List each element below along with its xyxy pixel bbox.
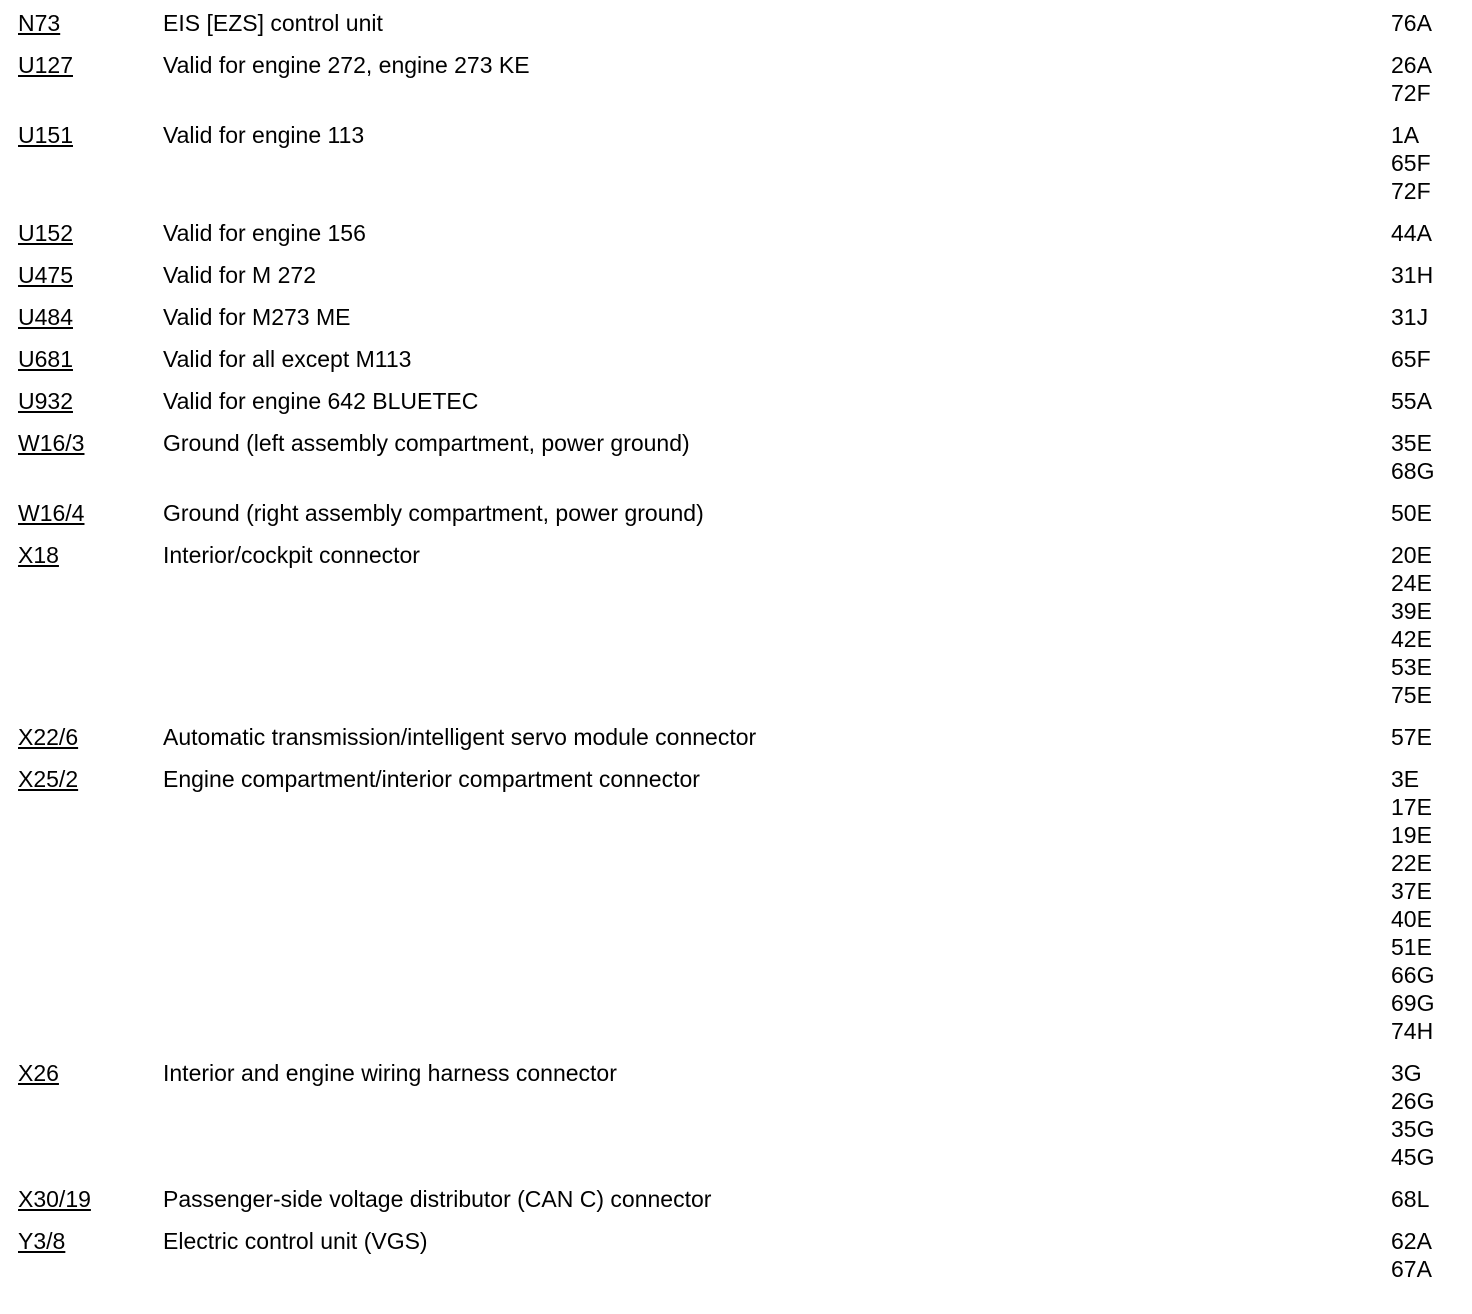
component-description: Interior/cockpit connector xyxy=(163,542,420,568)
grid-reference: 65F xyxy=(1391,150,1431,176)
grid-reference-list xyxy=(1391,429,1461,485)
component-description: Valid for engine 272, engine 273 KE xyxy=(163,52,530,78)
grid-reference: 69G xyxy=(1391,990,1435,1016)
grid-reference: 42E xyxy=(1391,626,1432,652)
grid-reference: 68L xyxy=(1391,1186,1430,1212)
component-code-link[interactable]: X30/19 xyxy=(18,1186,91,1212)
grid-reference: 31H xyxy=(1391,262,1434,288)
legend-row xyxy=(0,387,1472,415)
legend-row xyxy=(0,303,1472,331)
grid-reference-list xyxy=(1391,723,1461,751)
grid-reference: 55A xyxy=(1391,388,1432,414)
component-code-link[interactable]: X25/2 xyxy=(18,766,79,792)
grid-reference-list xyxy=(1391,219,1461,247)
component-code-link[interactable]: N73 xyxy=(18,10,61,36)
component-description: Ground (left assembly compartment, power ground) xyxy=(163,430,690,456)
legend-row xyxy=(0,9,1472,37)
grid-reference: 62A xyxy=(1391,1228,1432,1254)
grid-reference: 26G xyxy=(1391,1088,1435,1114)
component-code-link[interactable]: U484 xyxy=(18,304,73,330)
grid-reference-list xyxy=(1391,9,1461,37)
grid-reference-list xyxy=(1391,345,1461,373)
grid-reference: 50E xyxy=(1391,500,1432,526)
component-code-link[interactable]: X18 xyxy=(18,542,59,568)
component-legend-list xyxy=(0,9,1472,1297)
grid-reference: 57E xyxy=(1391,724,1432,750)
component-description: Valid for engine 156 xyxy=(163,220,366,246)
grid-reference: 72F xyxy=(1391,80,1431,106)
grid-reference: 3E xyxy=(1391,766,1420,792)
component-code-link[interactable]: U681 xyxy=(18,346,73,372)
component-description: Valid for engine 642 BLUETEC xyxy=(163,388,479,414)
component-description: Valid for all except M113 xyxy=(163,346,412,372)
grid-reference: 37E xyxy=(1391,878,1432,904)
grid-reference-list xyxy=(1391,1227,1461,1283)
legend-row xyxy=(0,345,1472,373)
component-description: Ground (right assembly compartment, power ground) xyxy=(163,500,704,526)
grid-reference: 67A xyxy=(1391,1256,1432,1282)
component-code-link[interactable]: W16/4 xyxy=(18,500,85,526)
component-code-link[interactable]: Y3/8 xyxy=(18,1228,66,1254)
legend-row xyxy=(0,219,1472,247)
component-code-link[interactable]: X26 xyxy=(18,1060,59,1086)
legend-row xyxy=(0,541,1472,709)
grid-reference: 66G xyxy=(1391,962,1435,988)
component-description: Engine compartment/interior compartment connector xyxy=(163,766,700,792)
grid-reference: 65F xyxy=(1391,346,1431,372)
grid-reference: 75E xyxy=(1391,682,1432,708)
grid-reference-list xyxy=(1391,387,1461,415)
legend-row xyxy=(0,261,1472,289)
legend-row xyxy=(0,51,1472,107)
component-code-link[interactable]: U127 xyxy=(18,52,73,78)
grid-reference: 17E xyxy=(1391,794,1432,820)
grid-reference: 40E xyxy=(1391,906,1432,932)
component-description: Valid for engine 113 xyxy=(163,122,365,148)
component-description: EIS [EZS] control unit xyxy=(163,10,383,36)
grid-reference-list xyxy=(1391,303,1461,331)
legend-row xyxy=(0,1059,1472,1171)
grid-reference-list xyxy=(1391,499,1461,527)
grid-reference-list xyxy=(1391,1185,1461,1213)
grid-reference: 39E xyxy=(1391,598,1432,624)
grid-reference: 68G xyxy=(1391,458,1435,484)
grid-reference: 31J xyxy=(1391,304,1429,330)
component-description: Electric control unit (VGS) xyxy=(163,1228,428,1254)
component-description: Automatic transmission/intelligent servo module connector xyxy=(163,724,757,750)
component-code-link[interactable]: U151 xyxy=(18,122,73,148)
grid-reference: 19E xyxy=(1391,822,1432,848)
grid-reference: 20E xyxy=(1391,542,1432,568)
legend-row xyxy=(0,429,1472,485)
legend-row xyxy=(0,723,1472,751)
grid-reference: 51E xyxy=(1391,934,1432,960)
grid-reference: 1A xyxy=(1391,122,1420,148)
grid-reference: 26A xyxy=(1391,52,1432,78)
grid-reference: 35G xyxy=(1391,1116,1435,1142)
grid-reference: 24E xyxy=(1391,570,1432,596)
component-code-link[interactable]: U152 xyxy=(18,220,73,246)
grid-reference: 3G xyxy=(1391,1060,1422,1086)
grid-reference-list xyxy=(1391,765,1461,1045)
grid-reference: 74H xyxy=(1391,1018,1434,1044)
component-description: Passenger-side voltage distributor (CAN C) connector xyxy=(163,1186,712,1212)
component-description: Valid for M 272 xyxy=(163,262,316,288)
grid-reference-list xyxy=(1391,261,1461,289)
component-description: Valid for M273 ME xyxy=(163,304,351,330)
component-code-link[interactable]: U475 xyxy=(18,262,73,288)
component-code-link[interactable]: W16/3 xyxy=(18,430,85,456)
grid-reference-list xyxy=(1391,121,1461,205)
grid-reference-list xyxy=(1391,1059,1461,1171)
component-code-link[interactable]: U932 xyxy=(18,388,73,414)
grid-reference: 76A xyxy=(1391,10,1432,36)
grid-reference: 72F xyxy=(1391,178,1431,204)
legend-row xyxy=(0,1185,1472,1213)
component-description: Interior and engine wiring harness connector xyxy=(163,1060,617,1086)
legend-row xyxy=(0,1227,1472,1283)
component-code-link[interactable]: X22/6 xyxy=(18,724,79,750)
grid-reference: 44A xyxy=(1391,220,1432,246)
legend-row xyxy=(0,765,1472,1045)
legend-row xyxy=(0,121,1472,205)
grid-reference-list xyxy=(1391,51,1461,107)
grid-reference: 35E xyxy=(1391,430,1432,456)
legend-row xyxy=(0,499,1472,527)
grid-reference-list xyxy=(1391,541,1461,709)
grid-reference: 45G xyxy=(1391,1144,1435,1170)
grid-reference: 22E xyxy=(1391,850,1432,876)
grid-reference: 53E xyxy=(1391,654,1432,680)
